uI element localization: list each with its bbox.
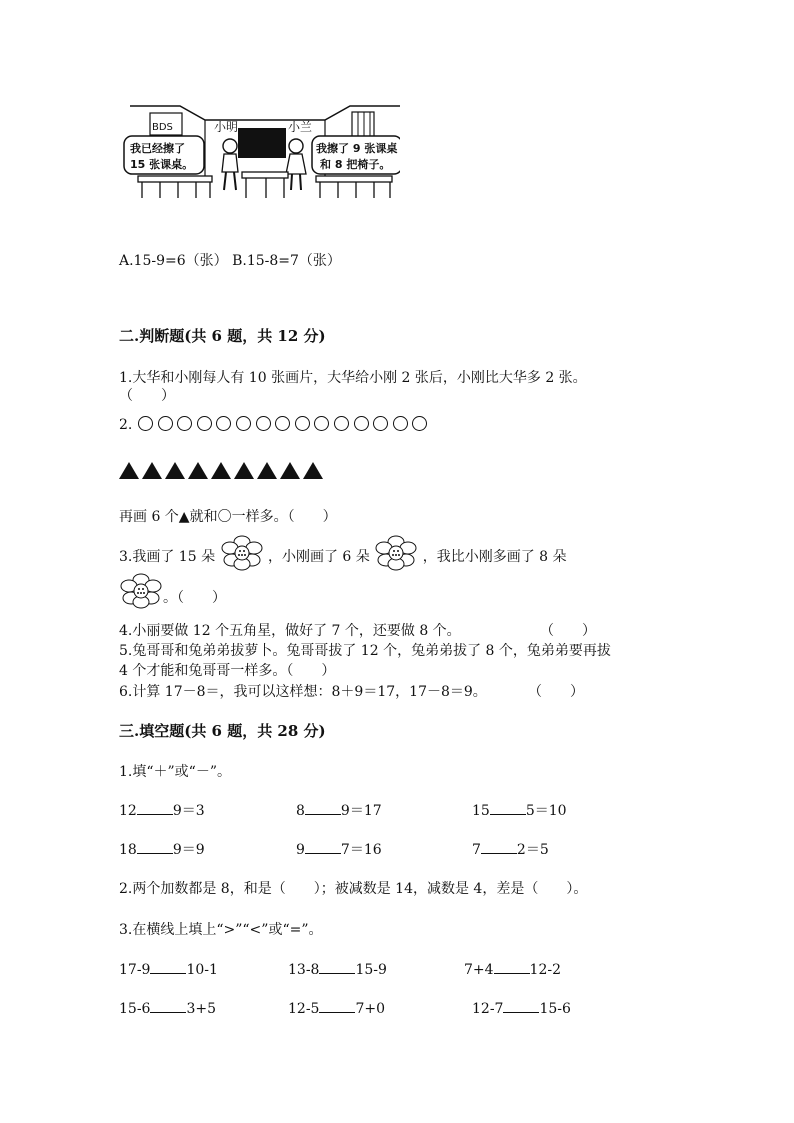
triangle-shape — [303, 462, 323, 479]
s2-q3-line2 — [119, 573, 226, 623]
circle-shape — [216, 416, 231, 431]
s2-q6: 6.计算 17－8＝，我可以这样想：8＋9＝17，17－8＝9。 — [119, 684, 487, 700]
section2-title: 二.判断题(共 6 题，共 12 分) — [119, 327, 326, 345]
s3-r1c2: 8 9＝17 — [296, 803, 382, 819]
s3-r4c2: 12-5 7+0 — [288, 1001, 385, 1017]
s2-q4: 4.小丽要做 12 个五角星，做好了 7 个，还要做 8 个。 — [119, 623, 461, 639]
s2-q3-part-b: ，小刚画了 6 朵 — [267, 549, 370, 565]
circle-shape — [138, 416, 153, 431]
s3-r3c2: 13-8 15-9 — [288, 962, 387, 978]
circle-shape — [334, 416, 349, 431]
answer-blank[interactable] — [137, 802, 173, 815]
triangle-shape — [280, 462, 300, 479]
triangle-shape — [211, 462, 231, 479]
circle-shape — [373, 416, 388, 431]
triangle-shape — [234, 462, 254, 479]
answer-blank[interactable] — [150, 1000, 186, 1013]
s3-r4c1: 15-6 3+5 — [119, 1001, 216, 1017]
circle-shape — [197, 416, 212, 431]
circle-shape — [236, 416, 251, 431]
answer-blank[interactable] — [319, 1000, 355, 1013]
answer-blank[interactable] — [137, 841, 173, 854]
name-label-xiaolan: 小兰 — [288, 120, 313, 134]
s3-q2: 2.两个加数都是 8，和是（ ）；被减数是 14，减数是 4，差是（ ）。 — [119, 881, 588, 897]
s3-r2c1: 18 9＝9 — [119, 842, 205, 858]
answer-blank[interactable] — [305, 841, 341, 854]
s3-r3c3: 7+4 12-2 — [464, 962, 561, 978]
s2-q1: 1.大华和小刚每人有 10 张画片，大华给小刚 2 张后，小刚比大华多 2 张。 — [119, 370, 587, 386]
s2-q6-paren: （ ） — [528, 684, 584, 700]
s2-q3-part-c: ，我比小刚多画了 8 朵 — [422, 549, 567, 565]
answer-blank[interactable] — [305, 802, 341, 815]
answer-blank[interactable] — [503, 1000, 539, 1013]
circle-row — [138, 413, 432, 432]
circle-shape — [256, 416, 271, 431]
flower-icon — [220, 535, 264, 579]
wall-sign: BDS — [152, 122, 173, 133]
answer-blank[interactable] — [150, 961, 186, 974]
classroom-illustration — [120, 98, 400, 204]
s2-q5-line1: 5.兔哥哥和兔弟弟拔萝卜。兔哥哥拔了 12 个，兔弟弟拔了 8 个，兔弟弟要再拔 — [119, 643, 611, 659]
speech-right-line2: 和 8 把椅子。 — [320, 158, 391, 171]
circle-shape — [295, 416, 310, 431]
circle-shape — [314, 416, 329, 431]
triangle-shape — [165, 462, 185, 479]
options-line: A.15-9=6（张） B.15-8=7（张） — [119, 253, 341, 269]
circle-shape — [412, 416, 427, 431]
answer-blank[interactable] — [481, 841, 517, 854]
speech-right-line1: 我擦了 9 张课桌 — [316, 142, 398, 155]
triangle-row — [119, 462, 326, 483]
s2-q2-text: 再画 6 个▲就和〇一样多。（ ） — [119, 509, 337, 525]
s3-r2c3: 7 2＝5 — [472, 842, 549, 858]
s3-r4c3: 12-7 15-6 — [472, 1001, 571, 1017]
speech-left-line2: 15 张课桌。 — [130, 158, 194, 171]
triangle-shape — [142, 462, 162, 479]
circle-shape — [393, 416, 408, 431]
s3-r3c1: 17-9 10-1 — [119, 962, 218, 978]
s3-r2c2: 9 7＝16 — [296, 842, 382, 858]
circle-shape — [275, 416, 290, 431]
answer-blank[interactable] — [494, 961, 530, 974]
s2-q3-part-a: 3.我画了 15 朵 — [119, 549, 216, 565]
flower-icon — [119, 573, 163, 623]
s2-q4-paren: （ ） — [540, 623, 596, 639]
flower-icon — [374, 535, 418, 579]
s2-q1-paren: （ ） — [119, 388, 175, 404]
circle-shape — [158, 416, 173, 431]
answer-blank[interactable] — [490, 802, 526, 815]
triangle-shape — [119, 462, 139, 479]
answer-blank[interactable] — [319, 961, 355, 974]
s2-q5-line2: 4 个才能和兔哥哥一样多。（ ） — [119, 663, 336, 679]
s2-q3-part-d: 。（ ） — [163, 590, 226, 606]
circle-shape — [177, 416, 192, 431]
triangle-shape — [257, 462, 277, 479]
s2-q2-prefix: 2. — [119, 417, 133, 433]
circle-shape — [354, 416, 369, 431]
triangle-shape — [188, 462, 208, 479]
s3-r1c3: 15 5＝10 — [472, 803, 567, 819]
speech-left-line1: 我已经擦了 — [130, 142, 185, 155]
s3-q3: 3.在横线上填上“>”“<”或“=”。 — [119, 922, 323, 938]
s3-q1: 1.填“＋”或“－”。 — [119, 764, 231, 780]
s3-r1c1: 12 9＝3 — [119, 803, 205, 819]
section3-title: 三.填空题(共 6 题，共 28 分) — [119, 722, 326, 740]
name-label-xiaoming: 小明 — [214, 120, 239, 134]
